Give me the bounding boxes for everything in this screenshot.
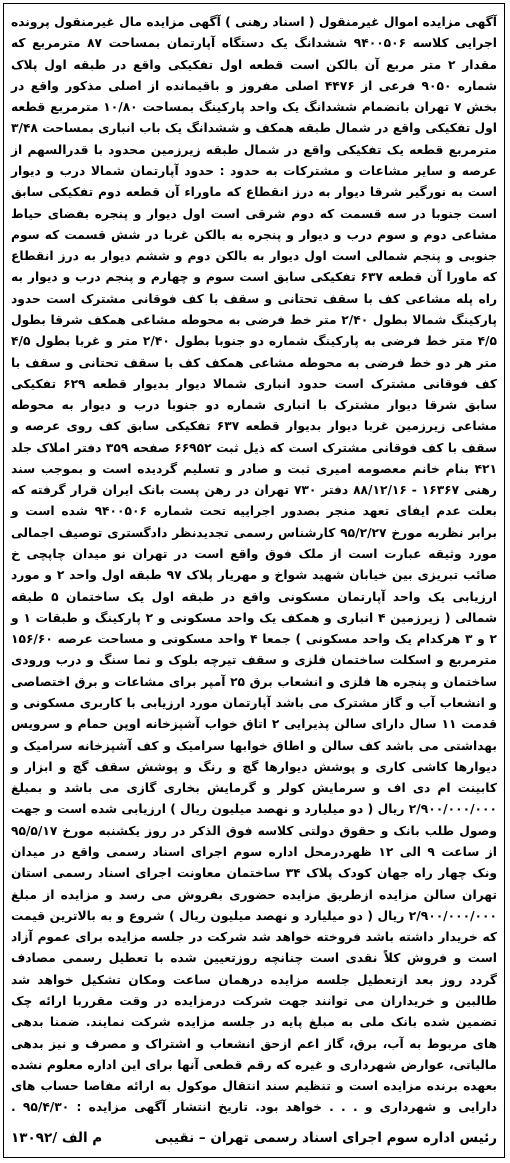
notice-body [11, 12, 497, 1119]
notice-text: آگهی مزایده اموال غیرمنقول ( اسناد رهنی ) آگهی مزایده مال غیرمنقول پرونده اجرایی کلاسه ۹۴۰۰۵۰۶ ششدانگ یک دستگاه آپارتمان بمساحت ۸۷ مترمربع که مقدار ۲ متر مربع آن بالکن است قطعه اول تفکیکی واقع در طبقه اول پلاک شماره ۹۰۵۰ فرعی از ۴۴۷۶ اصلی مفروز و باقیمانده از اصلی مذکور واقع در بخش ۷ تهران بانضمام ششدانگ یک واحد پارکینگ بمساحت ۱۰/۸۰ مترمربع قطعه اول تفکیکی واقع در شمال طبقه همکف و ششدانگ یک باب انباری بمساحت ۳/۴۸ مترمربع قطعه یک تفکیکی واقع در شمال طبقه زیرزمین محدود با قدرالسهم از عرصه و سایر مشاعات و مشترکات به حدود : حدود آپارتمان شمالا درب و دیوار است به نورگیر شرقا دیوار به درز انقطاع که ماوراء آن قطعه دوم تفکیکی سابق است جنوبا در سه قسمت که دوم شرقی است اول دیوار و پنجره بفضای حیاط مشاعی دوم و سوم درب و دیوار و پنجره به بالکن غربا در شش قسمت که سوم جنوبی و پنجم شمالی است اول دیوار به بالکن دوم و ششم دیوار به درز انقطاع که ماورا آن قطعه ۶۳۷ تفکیکی سابق است سوم و چهارم و پنجم درب و دیوار به راه پله مشاعی کف با سقف تحتانی و سقف با کف فوقانی مشترک است حدود پارکینگ شمالا بطول ۲/۴۰ متر خط فرضی به محوطه مشاعی همکف شرقا بطول ۴/۵ متر خط فرضی به پارکینگ شماره دو جنوبا بطول ۲/۴۰ متر و غربا بطول ۴/۵ متر هر دو خط فرضی به محوطه مشاعی همکف کف با سقف تحتانی و سقف با کف فوقانی مشترک است حدود انباری شمالا دیوار بدیوار قطعه ۶۲۹ تفکیکی سابق شرقا دیوار مشترک با انباری شماره دو جنوبا درب و دیوار به محوطه مشاعی زیرزمین غربا دیوار بدیوار قطعه ۶۳۷ تفکیکی سابق کف روی عرصه و سقف با کف فوقانی مشترک است که ذیل ثبت ۶۶۹۵۲ صفحه ۳۵۹ دفتر املاک جلد ۴۲۱ بنام خانم معصومه امیری ثبت و صادر و تسلیم گردیده است و بموجب سند رهنی ۱۶۳۶۷ - ۸۸/۱۲/۱۶ دفتر ۷۳۰ تهران در رهن پست بانک ایران قرار گرفته که بعلت عدم ایفای تعهد منجر بصدور اجراییه تحت شماره ۹۴۰۰۵۰۶ شده است و برابر نظریه مورخ ۹۵/۲/۲۷ کارشناس رسمی تجدیدنظر دادگستری توصیف اجمالی مورد وثیقه عبارت است از ملک فوق واقع است در تهران نو میدان چاپچی خ صائب تبریزی بین خیابان شهید شواخ و مهریار پلاک ۹۷ طبقه اول واحد ۲ و مورد ارزیابی یک واحد آپارتمان مسکونی واقع در طبقه اول یک ساختمان ۵ طبقه شمالی ( زیرزمین ۴ انباری و همکف یک واحد مسکونی و ۲ پارکینگ و طبقات ۱ و ۲ و ۳ هرکدام یک واحد مسکونی ) جمعا ۴ واحد مسکونی و مساحت عرصه ۱۵۶/۶۰ مترمربع و اسکلت ساختمان فلزی و سقف تیرچه بلوک و نما سنگ و درب ورودی ساختمان و پنجره ها فلزی و انشعاب برق ۲۵ آمپر برای مشاعات و برق اختصاصی و انشعاب آب و گاز مشترک می باشد آپارتمان مورد ارزیابی با کاربری مسکونی و قدمت ۱۱ سال دارای سالن پذیرایی ۲ اتاق خواب آشپزخانه اوپن حمام و سرویس بهداشتی می باشد کف سالن و اطاق خوابها سرامیک و کف آشپزخانه سرامیک و دیوارها کاشی کاری و پوشش دیوارها گچ و رنگ و پوشش سقف گچ و ابزار و کابینت ام دی اف و سرمایش کولر و گرمایش بخاری گازی می باشد و بمبلغ ۲/۹۰۰/۰۰۰/۰۰۰ ریال ( دو میلیارد و نهصد میلیون ریال ) ارزیابی شده است و جهت وصول طلب بانک و حقوق دولتی کلاسه فوق الذکر در روز یکشنبه مورخ ۹۵/۵/۱۷ از ساعت ۹ الی ۱۲ ظهردرمحل اداره سوم اجرای اسناد رسمی واقع در میدان ونک چهار راه جهان کودک پلاک ۳۴ ساختمان معاونت اجرای اسناد رسمی استان تهران سالن مزایده ازطریق مزایده حضوری بفروش می رسد و مزایده از مبلغ ۲/۹۰۰/۰۰۰/۰۰۰ ریال ( دو میلیارد و نهصد میلیون ریال ) شروع و به بالاترین قیمت که خریدار داشته باشد فروخته خواهد شد شرکت در جلسه مزایده برای عموم آزاد است و فروش کلاً نقدی است چنانچه روزتعیین شده با تعطیل رسمی مصادف گردد روز بعد ازتعطیل جلسه مزایده درهمان ساعت ومکان تشکیل خواهد شد طالبین و خریداران می توانند جهت شرکت درمزایده در وقت مقرربا ارائه چک تضمین شده بانک ملی به مبلغ پایه در جلسه مزایده شرکت نمایند. ضمنا بدهی های مربوط به آب، برق، گاز اعم ازحق انشعاب و اشتراک و مصرف و نیز بدهی مالیاتی، عوارض شهرداری و غیره که رقم قطعی آنها برای این اداره معلوم نشده بعهده برنده مزایده است و تنظیم سند انتقال موکول به ارائه مفاصا حساب های دارایی و شهرداری و . . . خواهد بود. تاریخ انتشار آگهی مزایده : ۹۵/۴/۳۰ . [11, 15, 498, 1115]
signature: رئیس اداره سوم اجرای اسناد رسمی تهران – نقیبی [154, 1130, 497, 1146]
auction-notice [3, 3, 505, 1158]
reference-number: م الف /۱۳۰۹۲ [11, 1130, 103, 1146]
notice-footer [11, 1127, 497, 1149]
